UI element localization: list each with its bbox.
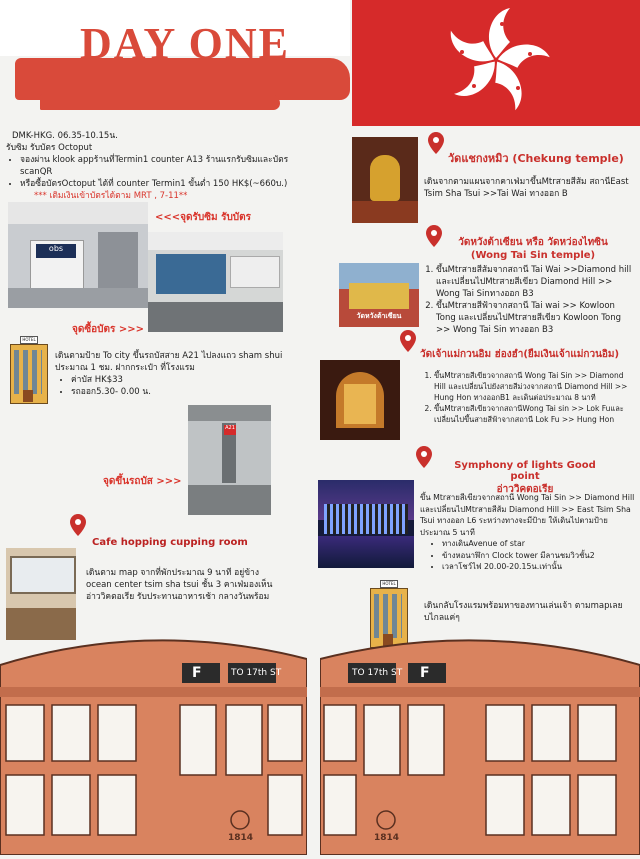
symphony-tip: • ข้างหอนาฬิกา Clock tower มีลานชมวิวชั้น2 xyxy=(442,550,635,562)
manmo-temple-photo xyxy=(320,360,400,440)
wongtaisin-route: 2. ขึ้นMtrสายสีฟ้าจากสถานี Tai wai >> Kowloon Tong และเปลี่ยนไปMtrสายสีเขียว Kowloon Tong >> Wong Tai Sin ทางออก B3 xyxy=(436,300,634,336)
hotel-icon: HOTEL xyxy=(8,336,48,404)
title-brush-stroke-2 xyxy=(40,94,280,110)
bus-info-block xyxy=(55,350,295,398)
hong-kong-flag xyxy=(352,0,640,126)
topup-note: *** เติมเงินเข้าบัตรได้ตาม MRT , 7-11** xyxy=(34,191,188,201)
symphony-tip: • เวลาโชว์ไฟ 20.00-20.15น.เท่านั้น xyxy=(442,561,635,573)
tram-right xyxy=(320,625,640,855)
cafe-text: เดินตาม map จากที่พักประมาณ 9 นาที อยู่ข้าง ocean center tsim sha tsui ชั้น 3 คาเฟ่มองเห็นอ่าววิคตอเรีย รับประทานอาหารเช้า กลางวันพร้อม xyxy=(86,568,273,602)
bauhinia-flower-icon xyxy=(352,0,640,126)
intro-bullet: • หรือซื้อบัตรOctoput ได้ที่ counter Termin1 ขั้นต่ำ 150 HK$(~660บ.) xyxy=(20,178,306,190)
cafe-title: Cafe hopping cupping room xyxy=(92,537,248,548)
tram-route-sign: TO 17th ST xyxy=(231,668,282,678)
wongtaisin-title xyxy=(448,235,618,261)
chekung-temple-photo xyxy=(352,137,418,223)
tram-route-sign: TO 17th ST xyxy=(352,668,403,678)
chekung-title: วัดแชกงหมิว (Chekung temple) xyxy=(448,152,624,165)
intro-block xyxy=(6,130,306,202)
manmo-route: 1. ขึ้นMtrสายสีเขียวจากสถานี Wong Tai Sin >> Diamond Hill และเปลี่ยนไปยังสายสีม่วงจากสถานี Diamond Hill >> Hung Hon ทางออกB1 ละเดินต่อประมาณ 8 นาที xyxy=(434,370,632,403)
wongtaisin-photo xyxy=(339,263,419,327)
return-text: เดินกลับโรงแรมพร้อมหาของทานเล่นเจ้า ตามmapเลยบไกลแค่ๆ xyxy=(424,601,623,623)
tram-letter: F xyxy=(192,665,202,681)
wongtaisin-route: 1. ขึ้นMtrสายสีส้มจากสถานี Tai Wai >>Diamond hill และเปลี่ยนไปMtrสายสีเขียว Diamond Hill >> Wong Tai Sinทางออก B3 xyxy=(436,264,634,300)
location-pin-icon xyxy=(426,225,442,247)
page-title: DAY ONE xyxy=(80,19,291,68)
manmo-directions xyxy=(422,370,632,425)
bus-info-text: เดินตามป้าย To city ขึ้นรถบัสสาย A21 ไปลงแถว sham shui ประมาณ 1 ชม. ฝากกระเป๋า ที่โรงแรม xyxy=(55,351,283,373)
manmo-title: วัดเจ้าแม่กวนอิม ฮ่องฮำ(ยืมเงินเจ้าแม่กวนอิม) xyxy=(420,349,620,360)
chekung-text: เดินจากตามแผนจากคาเฟ่มาขึ้นMtrสายสีส้ม สถานีEast Tsim Sha Tsui >>Tai Wai ทางออก B xyxy=(424,177,629,199)
tram-left xyxy=(0,625,307,855)
sim-pickup-heading: รับซิม รับบัตร Octoput xyxy=(6,143,93,153)
wongtaisin-photo-label: วัดหวังต้าเซียน xyxy=(356,312,402,320)
bus-stop-photo xyxy=(188,405,271,515)
airport-ticket-counter-photo xyxy=(148,232,283,332)
airport-sim-counter-photo: obs xyxy=(8,202,148,308)
intro-bullet: • จองผ่าน klook appร้านที่Termin1 counter A13 ร้านแรกรับซิมและบัตร scanQR xyxy=(20,154,306,178)
bus-hours: • รถออก5.30- 0.00 น. xyxy=(71,386,295,398)
tram-letter: F xyxy=(420,665,430,681)
symphony-info xyxy=(420,492,635,573)
ticket-caption: จุดซื้อบัตร >>> xyxy=(72,324,144,335)
bus-stop-caption: จุดขึ้นรถบัส >>> xyxy=(103,476,182,487)
location-pin-icon xyxy=(428,132,444,154)
manmo-route: 2. ขึ้นMtrสายสีเขียวจากสถานีWong Tai sin >> Lok Fuและเปลี่ยนไปขึ้นสายสีฟ้าจากสถานี Lok Fu >> Hung Hon xyxy=(434,403,632,425)
wongtaisin-directions xyxy=(424,264,634,336)
location-pin-icon xyxy=(400,330,416,352)
flight-info: DMK-HKG. 06.35-10.15น. xyxy=(12,131,118,141)
hotel-icon: HOTEL xyxy=(368,580,408,648)
wongtaisin-title-thai: วัดหวังต้าเซียน หรือ วัดหว่องไทซิน xyxy=(458,237,608,248)
symphony-title-en: Symphony of lights Good point xyxy=(454,460,596,482)
location-pin-icon xyxy=(416,446,432,468)
location-pin-icon xyxy=(70,514,86,536)
wongtaisin-title-en: (Wong Tai Sin temple) xyxy=(470,250,596,261)
bus-sign-label: A21 xyxy=(224,425,236,435)
symphony-text: ขึ้น Mtrสายสีเขียวจากสถานี Wong Tai Sin >> Diamond Hill และเปลี่ยนไปMtrสายสีส้ม Diamond Hill >> East Tsim Sha Tsui ทางออก L6 ระหว่างทางจะมีป้าย ให้เดินไปตามป้ายประมาณ 5 นาที xyxy=(420,493,635,537)
bus-fare: • ค่าบัส HK$33 xyxy=(71,374,295,386)
tram-number: 1814 xyxy=(374,833,400,843)
symphony-title-thai: อ่าววิคตอเรีย xyxy=(496,484,554,495)
symphony-tip: • ทางเดินAvenue of star xyxy=(442,538,635,550)
sim-caption: <<<จุดรับซิม รับบัตร xyxy=(155,212,252,223)
tram-number: 1814 xyxy=(228,833,254,843)
victoria-harbour-photo xyxy=(318,480,414,568)
